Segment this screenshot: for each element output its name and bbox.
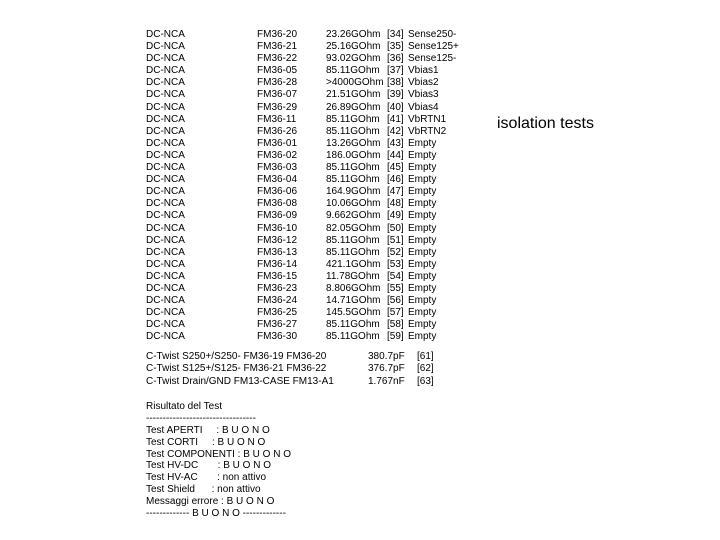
signal-cell: Empty [408, 295, 437, 307]
pin-cell: FM36-21 [257, 41, 298, 53]
resistance-cell: 21.51GOhm [326, 89, 381, 101]
channel-cell: [58] [387, 319, 404, 331]
result-separator: --------------------------------- [146, 412, 256, 424]
channel-cell: [56] [387, 295, 404, 307]
result-line: Test HV-DC : B U O N O [146, 460, 272, 472]
resistance-cell: 13.26GOhm [326, 137, 381, 149]
connector-cell: DC-NCA [146, 295, 185, 307]
pin-cell: FM36-05 [257, 65, 298, 77]
connector-cell: DC-NCA [146, 331, 185, 343]
resistance-cell: 85.11GOhm [326, 174, 380, 186]
resistance-cell: 11.78GOhm [326, 270, 380, 282]
channel-cell: [51] [387, 234, 404, 246]
resistance-cell: 164.9GOhm [326, 186, 381, 198]
resistance-cell: 186.0GOhm [326, 149, 381, 161]
connector-cell: DC-NCA [146, 65, 185, 77]
result-line: Test COMPONENTI : B U O N O [146, 448, 292, 460]
pin-cell: FM36-25 [257, 307, 298, 319]
signal-cell: Empty [408, 270, 437, 282]
channel-cell: [57] [387, 307, 404, 319]
signal-cell: Empty [408, 258, 437, 270]
signal-cell: Empty [408, 234, 437, 246]
signal-cell: Sense125+ [408, 41, 459, 53]
connector-cell: DC-NCA [146, 307, 185, 319]
pin-cell: FM36-12 [257, 234, 298, 246]
channel-cell: [44] [387, 149, 404, 161]
capacitance-cell: 1.767nF [368, 375, 405, 387]
isolation-tests-title: isolation tests [497, 115, 594, 132]
resistance-cell: 85.11GOhm [326, 319, 380, 331]
connector-cell: DC-NCA [146, 125, 185, 137]
pin-cell: FM36-06 [257, 186, 298, 198]
pin-cell: FM36-24 [257, 295, 298, 307]
channel-cell: [49] [387, 210, 404, 222]
signal-cell: Empty [408, 331, 437, 343]
pin-cell: FM36-13 [257, 246, 298, 258]
resistance-cell: 85.11GOhm [326, 113, 380, 125]
connector-cell: DC-NCA [146, 77, 185, 89]
pin-cell: FM36-07 [257, 89, 298, 101]
signal-cell: Vbias1 [408, 65, 439, 77]
twist-description: C-Twist S250+/S250- FM36-19 FM36-20 [146, 351, 327, 362]
result-line: Messaggi errore : B U O N O [146, 496, 275, 508]
signal-cell: Vbias4 [408, 101, 439, 113]
channel-cell: [42] [387, 125, 404, 137]
result-footer: ------------- B U O N O ------------- [146, 508, 286, 520]
resistance-cell: 14.71GOhm [326, 295, 381, 307]
pin-cell: FM36-02 [257, 149, 298, 161]
pin-cell: FM36-04 [257, 174, 298, 186]
resistance-cell: 9.662GOhm [326, 210, 381, 222]
channel-cell: [43] [387, 137, 404, 149]
result-line: Test Shield : non attivo [146, 484, 261, 496]
signal-cell: Empty [408, 137, 437, 149]
connector-cell: DC-NCA [146, 101, 185, 113]
channel-cell: [35] [387, 41, 404, 53]
resistance-cell: 10.06GOhm [326, 198, 381, 210]
test-result-block [146, 401, 291, 520]
signal-cell: Empty [408, 162, 437, 174]
channel-cell: [48] [387, 198, 404, 210]
resistance-cell: 93.02GOhm [326, 53, 381, 65]
pin-cell: FM36-29 [257, 101, 298, 113]
pin-cell: FM36-20 [257, 29, 298, 40]
resistance-cell: 26.89GOhm [326, 101, 381, 113]
signal-cell: Empty [408, 282, 437, 294]
pin-cell: FM36-14 [257, 258, 298, 270]
resistance-cell: 25.16GOhm [326, 41, 381, 53]
resistance-cell: 421.1GOhm [326, 258, 381, 270]
channel-cell: [50] [387, 222, 404, 234]
pin-cell: FM36-28 [257, 77, 298, 89]
connector-cell: DC-NCA [146, 282, 185, 294]
channel-cell: [52] [387, 246, 404, 258]
channel-cell: [53] [387, 258, 404, 270]
connector-cell: DC-NCA [146, 246, 185, 258]
result-line: Test CORTI : B U O N O [146, 436, 266, 448]
channel-cell: [37] [387, 65, 404, 77]
pin-cell: FM36-09 [257, 210, 298, 222]
connector-cell: DC-NCA [146, 41, 185, 53]
pin-cell: FM36-03 [257, 162, 298, 174]
channel-cell: [45] [387, 162, 404, 174]
connector-cell: DC-NCA [146, 89, 185, 101]
twist-description: C-Twist Drain/GND FM13-CASE FM13-A1 [146, 375, 334, 387]
capacitance-cell: 380.7pF [368, 351, 405, 362]
signal-cell: Empty [408, 307, 437, 319]
resistance-cell: 145.5GOhm [326, 307, 381, 319]
pin-cell: FM36-22 [257, 53, 298, 65]
signal-cell: Vbias2 [408, 77, 439, 89]
channel-cell: [63] [417, 375, 434, 387]
connector-cell: DC-NCA [146, 29, 185, 40]
connector-cell: DC-NCA [146, 270, 185, 282]
resistance-cell: 82.05GOhm [326, 222, 381, 234]
signal-cell: Empty [408, 174, 437, 186]
channel-cell: [54] [387, 270, 404, 282]
result-line: Test APERTI : B U O N O [146, 424, 270, 436]
channel-cell: [47] [387, 186, 404, 198]
signal-cell: Empty [408, 222, 437, 234]
pin-cell: FM36-01 [257, 137, 298, 149]
channel-cell: [34] [387, 29, 404, 40]
channel-cell: [59] [387, 331, 404, 343]
resistance-cell: 85.11GOhm [326, 331, 380, 343]
twist-description: C-Twist S125+/S125- FM36-21 FM36-22 [146, 363, 327, 375]
pin-cell: FM36-10 [257, 222, 298, 234]
connector-cell: DC-NCA [146, 53, 185, 65]
channel-cell: [41] [387, 113, 404, 125]
signal-cell: Empty [408, 198, 437, 210]
connector-cell: DC-NCA [146, 222, 185, 234]
connector-cell: DC-NCA [146, 137, 185, 149]
pin-cell: FM36-11 [257, 113, 297, 125]
connector-cell: DC-NCA [146, 113, 185, 125]
signal-cell: Vbias3 [408, 89, 439, 101]
result-title: Risultato del Test [146, 401, 222, 412]
resistance-cell: 85.11GOhm [326, 125, 380, 137]
pin-cell: FM36-15 [257, 270, 298, 282]
signal-cell: Empty [408, 319, 437, 331]
signal-cell: VbRTN2 [408, 125, 447, 137]
connector-cell: DC-NCA [146, 162, 185, 174]
capacitance-cell: 376.7pF [368, 363, 405, 375]
pin-cell: FM36-27 [257, 319, 298, 331]
resistance-cell: 23.26GOhm [326, 29, 381, 40]
resistance-cell: 85.11GOhm [326, 162, 380, 174]
channel-cell: [40] [387, 101, 404, 113]
resistance-cell: 8.806GOhm [326, 282, 381, 294]
connector-cell: DC-NCA [146, 174, 185, 186]
resistance-cell: >4000GOhm [326, 77, 384, 89]
pin-cell: FM36-23 [257, 282, 298, 294]
resistance-cell: 85.11GOhm [326, 234, 380, 246]
connector-cell: DC-NCA [146, 319, 185, 331]
channel-cell: [61] [417, 351, 434, 362]
channel-cell: [38] [387, 77, 404, 89]
signal-cell: Empty [408, 186, 437, 198]
result-lines [146, 425, 291, 508]
signal-cell: VbRTN1 [408, 113, 447, 125]
result-line: Test HV-AC : non attivo [146, 472, 267, 484]
channel-cell: [46] [387, 174, 404, 186]
pin-cell: FM36-08 [257, 198, 298, 210]
connector-cell: DC-NCA [146, 210, 185, 222]
signal-cell: Empty [408, 246, 437, 258]
signal-cell: Empty [408, 210, 437, 222]
connector-cell: DC-NCA [146, 234, 185, 246]
connector-cell: DC-NCA [146, 149, 185, 161]
pin-cell: FM36-26 [257, 125, 298, 137]
resistance-cell: 85.11GOhm [326, 65, 380, 77]
pin-cell: FM36-30 [257, 331, 298, 343]
resistance-cell: 85.11GOhm [326, 246, 380, 258]
connector-cell: DC-NCA [146, 186, 185, 198]
channel-cell: [36] [387, 53, 404, 65]
channel-cell: [39] [387, 89, 404, 101]
connector-cell: DC-NCA [146, 258, 185, 270]
signal-cell: Sense125- [408, 53, 457, 65]
channel-cell: [62] [417, 363, 434, 375]
signal-cell: Empty [408, 149, 437, 161]
connector-cell: DC-NCA [146, 198, 185, 210]
channel-cell: [55] [387, 282, 404, 294]
signal-cell: Sense250- [408, 29, 457, 40]
